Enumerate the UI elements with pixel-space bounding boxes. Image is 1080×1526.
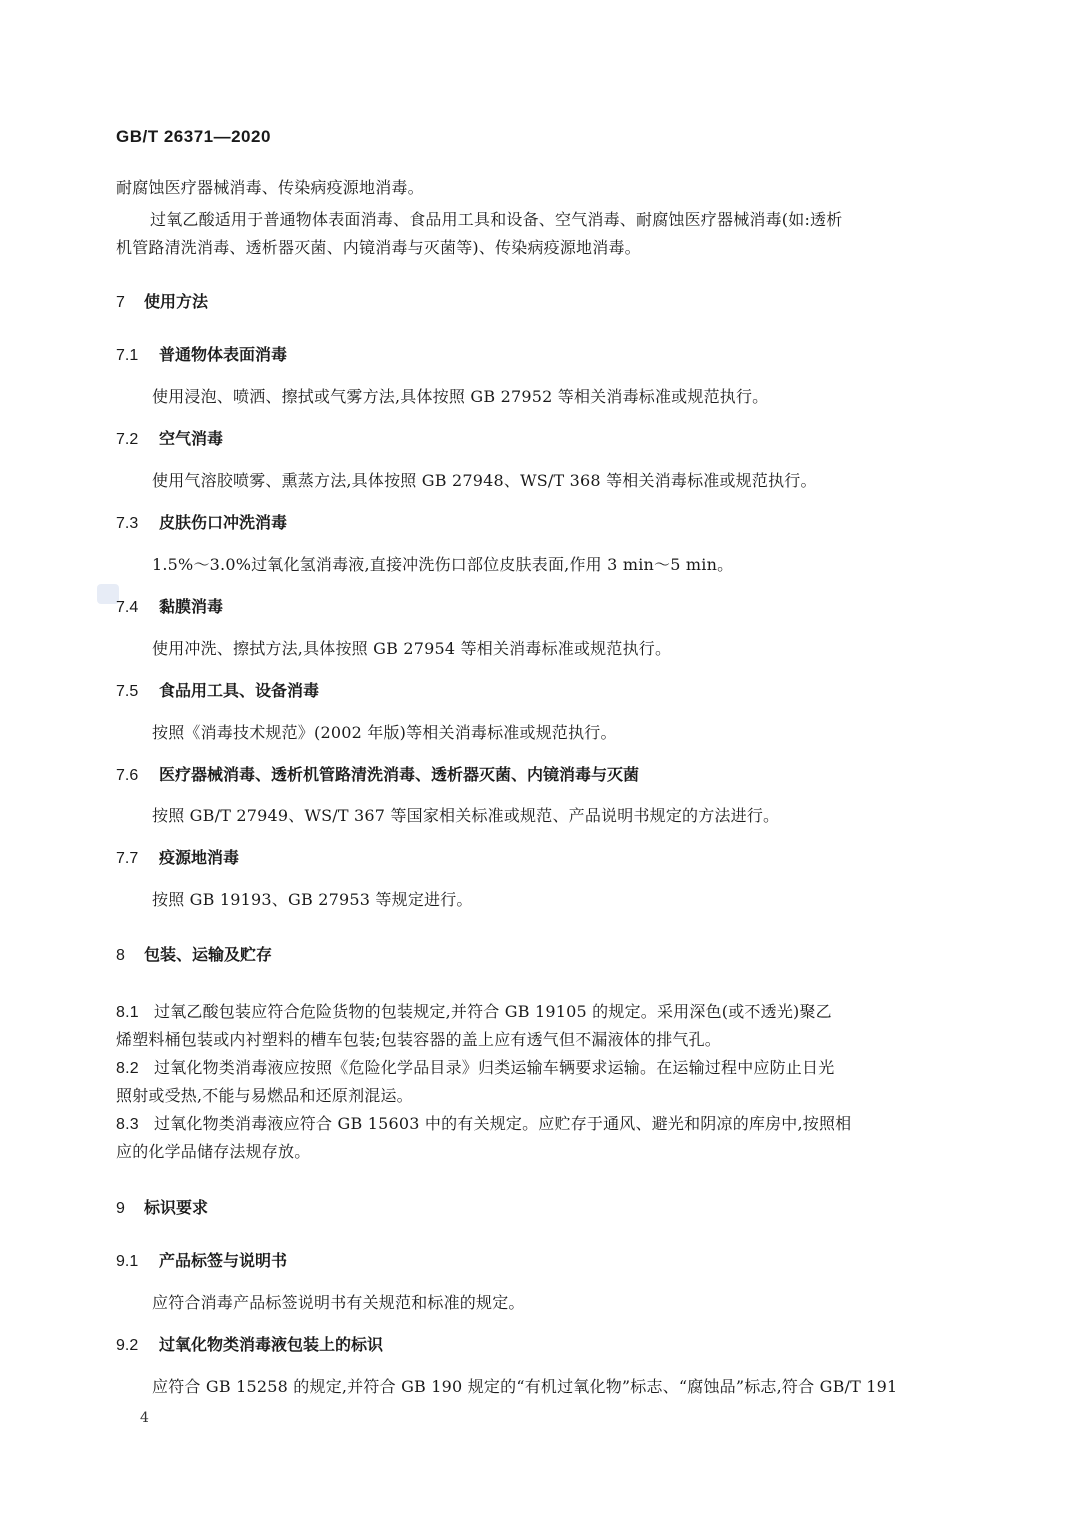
clause-text: 过氧化物类消毒液应符合 GB 15603 中的有关规定。应贮存于通风、避光和阴凉的库房中,按照相: [154, 1114, 852, 1133]
section-8-2-line-1: [116, 1058, 834, 1079]
clause-number: 8.1: [116, 1004, 139, 1021]
intro-line-3: 机管路清洗消毒、透析器灭菌、内镜消毒与灭菌等)、传染病疫源地消毒。: [116, 238, 641, 257]
clause-number: 8.3: [116, 1116, 139, 1133]
section-number: 7.6: [116, 767, 139, 784]
section-title: 空气消毒: [159, 429, 224, 448]
section-number: 9.2: [116, 1337, 139, 1354]
section-7-2-heading: [116, 429, 223, 450]
section-7-1-text: 使用浸泡、喷洒、擦拭或气雾方法,具体按照 GB 27952 等相关消毒标准或规范执行。: [152, 387, 769, 406]
section-8-1-line-2: 烯塑料桶包装或内衬塑料的槽车包装;包装容器的盖上应有透气但不漏液体的排气孔。: [116, 1030, 721, 1049]
page-number: 4: [140, 1410, 149, 1426]
section-number: 9: [116, 1200, 125, 1217]
section-7-7-heading: [116, 848, 239, 869]
section-9-heading: [116, 1198, 208, 1219]
section-8-2-line-2: 照射或受热,不能与易燃品和还原剂混运。: [116, 1086, 413, 1105]
section-number: 7.4: [116, 599, 139, 616]
section-9-2-text: 应符合 GB 15258 的规定,并符合 GB 190 规定的“有机过氧化物”标志、“腐蚀品”标志,符合 GB/T 191: [152, 1377, 898, 1396]
section-8-3-line-1: [116, 1114, 851, 1135]
section-number: 7: [116, 294, 125, 311]
section-9-1-text: 应符合消毒产品标签说明书有关规范和标准的规定。: [152, 1293, 525, 1312]
section-title: 普通物体表面消毒: [159, 345, 288, 364]
section-title: 使用方法: [144, 292, 209, 311]
section-7-5-text: 按照《消毒技术规范》(2002 年版)等相关消毒标准或规范执行。: [152, 723, 617, 742]
section-9-2-heading: [116, 1335, 383, 1356]
section-title: 过氧化物类消毒液包装上的标识: [159, 1335, 384, 1354]
section-7-6-text: 按照 GB/T 27949、WS/T 367 等国家相关标准或规范、产品说明书规定的方法进行。: [152, 806, 780, 825]
section-number: 7.1: [116, 347, 139, 364]
section-title: 包装、运输及贮存: [144, 945, 273, 964]
section-7-4-text: 使用冲洗、擦拭方法,具体按照 GB 27954 等相关消毒标准或规范执行。: [152, 639, 672, 658]
section-8-1-line-1: [116, 1002, 832, 1023]
intro-line-1: 耐腐蚀医疗器械消毒、传染病疫源地消毒。: [116, 178, 424, 197]
section-7-5-heading: [116, 681, 319, 702]
section-7-2-text: 使用气溶胶喷雾、熏蒸方法,具体按照 GB 27948、WS/T 368 等相关消毒标准或规范执行。: [152, 471, 817, 490]
section-7-3-heading: [116, 513, 287, 534]
intro-line-2: 过氧乙酸适用于普通物体表面消毒、食品用工具和设备、空气消毒、耐腐蚀医疗器械消毒(如:透析: [150, 210, 843, 229]
section-8-heading: [116, 945, 272, 966]
section-title: 食品用工具、设备消毒: [159, 681, 320, 700]
section-title: 标识要求: [144, 1198, 209, 1217]
section-7-6-heading: [116, 765, 639, 786]
clause-text: 过氧乙酸包装应符合危险货物的包装规定,并符合 GB 19105 的规定。采用深色(或不透光)聚乙: [154, 1002, 832, 1021]
clause-text: 过氧化物类消毒液应按照《危险化学品目录》归类运输车辆要求运输。在运输过程中应防止日光: [154, 1058, 835, 1077]
section-number: 7.3: [116, 515, 139, 532]
clause-number: 8.2: [116, 1060, 139, 1077]
section-8-3-line-2: 应的化学品储存法规存放。: [116, 1142, 311, 1161]
section-title: 皮肤伤口冲洗消毒: [159, 513, 288, 532]
section-title: 医疗器械消毒、透析机管路清洗消毒、透析器灭菌、内镜消毒与灭菌: [159, 765, 640, 784]
section-9-1-heading: [116, 1251, 287, 1272]
section-number: 7.2: [116, 431, 139, 448]
section-number: 7.5: [116, 683, 139, 700]
section-7-1-heading: [116, 345, 287, 366]
section-number: 7.7: [116, 850, 139, 867]
section-title: 黏膜消毒: [159, 597, 224, 616]
section-title: 产品标签与说明书: [159, 1251, 288, 1270]
section-number: 8: [116, 947, 125, 964]
section-number: 9.1: [116, 1253, 139, 1270]
section-7-3-text: 1.5%～3.0%过氧化氢消毒液,直接冲洗伤口部位皮肤表面,作用 3 min～5 min。: [152, 555, 734, 574]
section-7-4-heading: [116, 597, 223, 618]
document-id: GB/T 26371—2020: [116, 127, 271, 146]
section-title: 疫源地消毒: [159, 848, 240, 867]
section-7-heading: [116, 292, 208, 313]
section-7-7-text: 按照 GB 19193、GB 27953 等规定进行。: [152, 890, 473, 909]
